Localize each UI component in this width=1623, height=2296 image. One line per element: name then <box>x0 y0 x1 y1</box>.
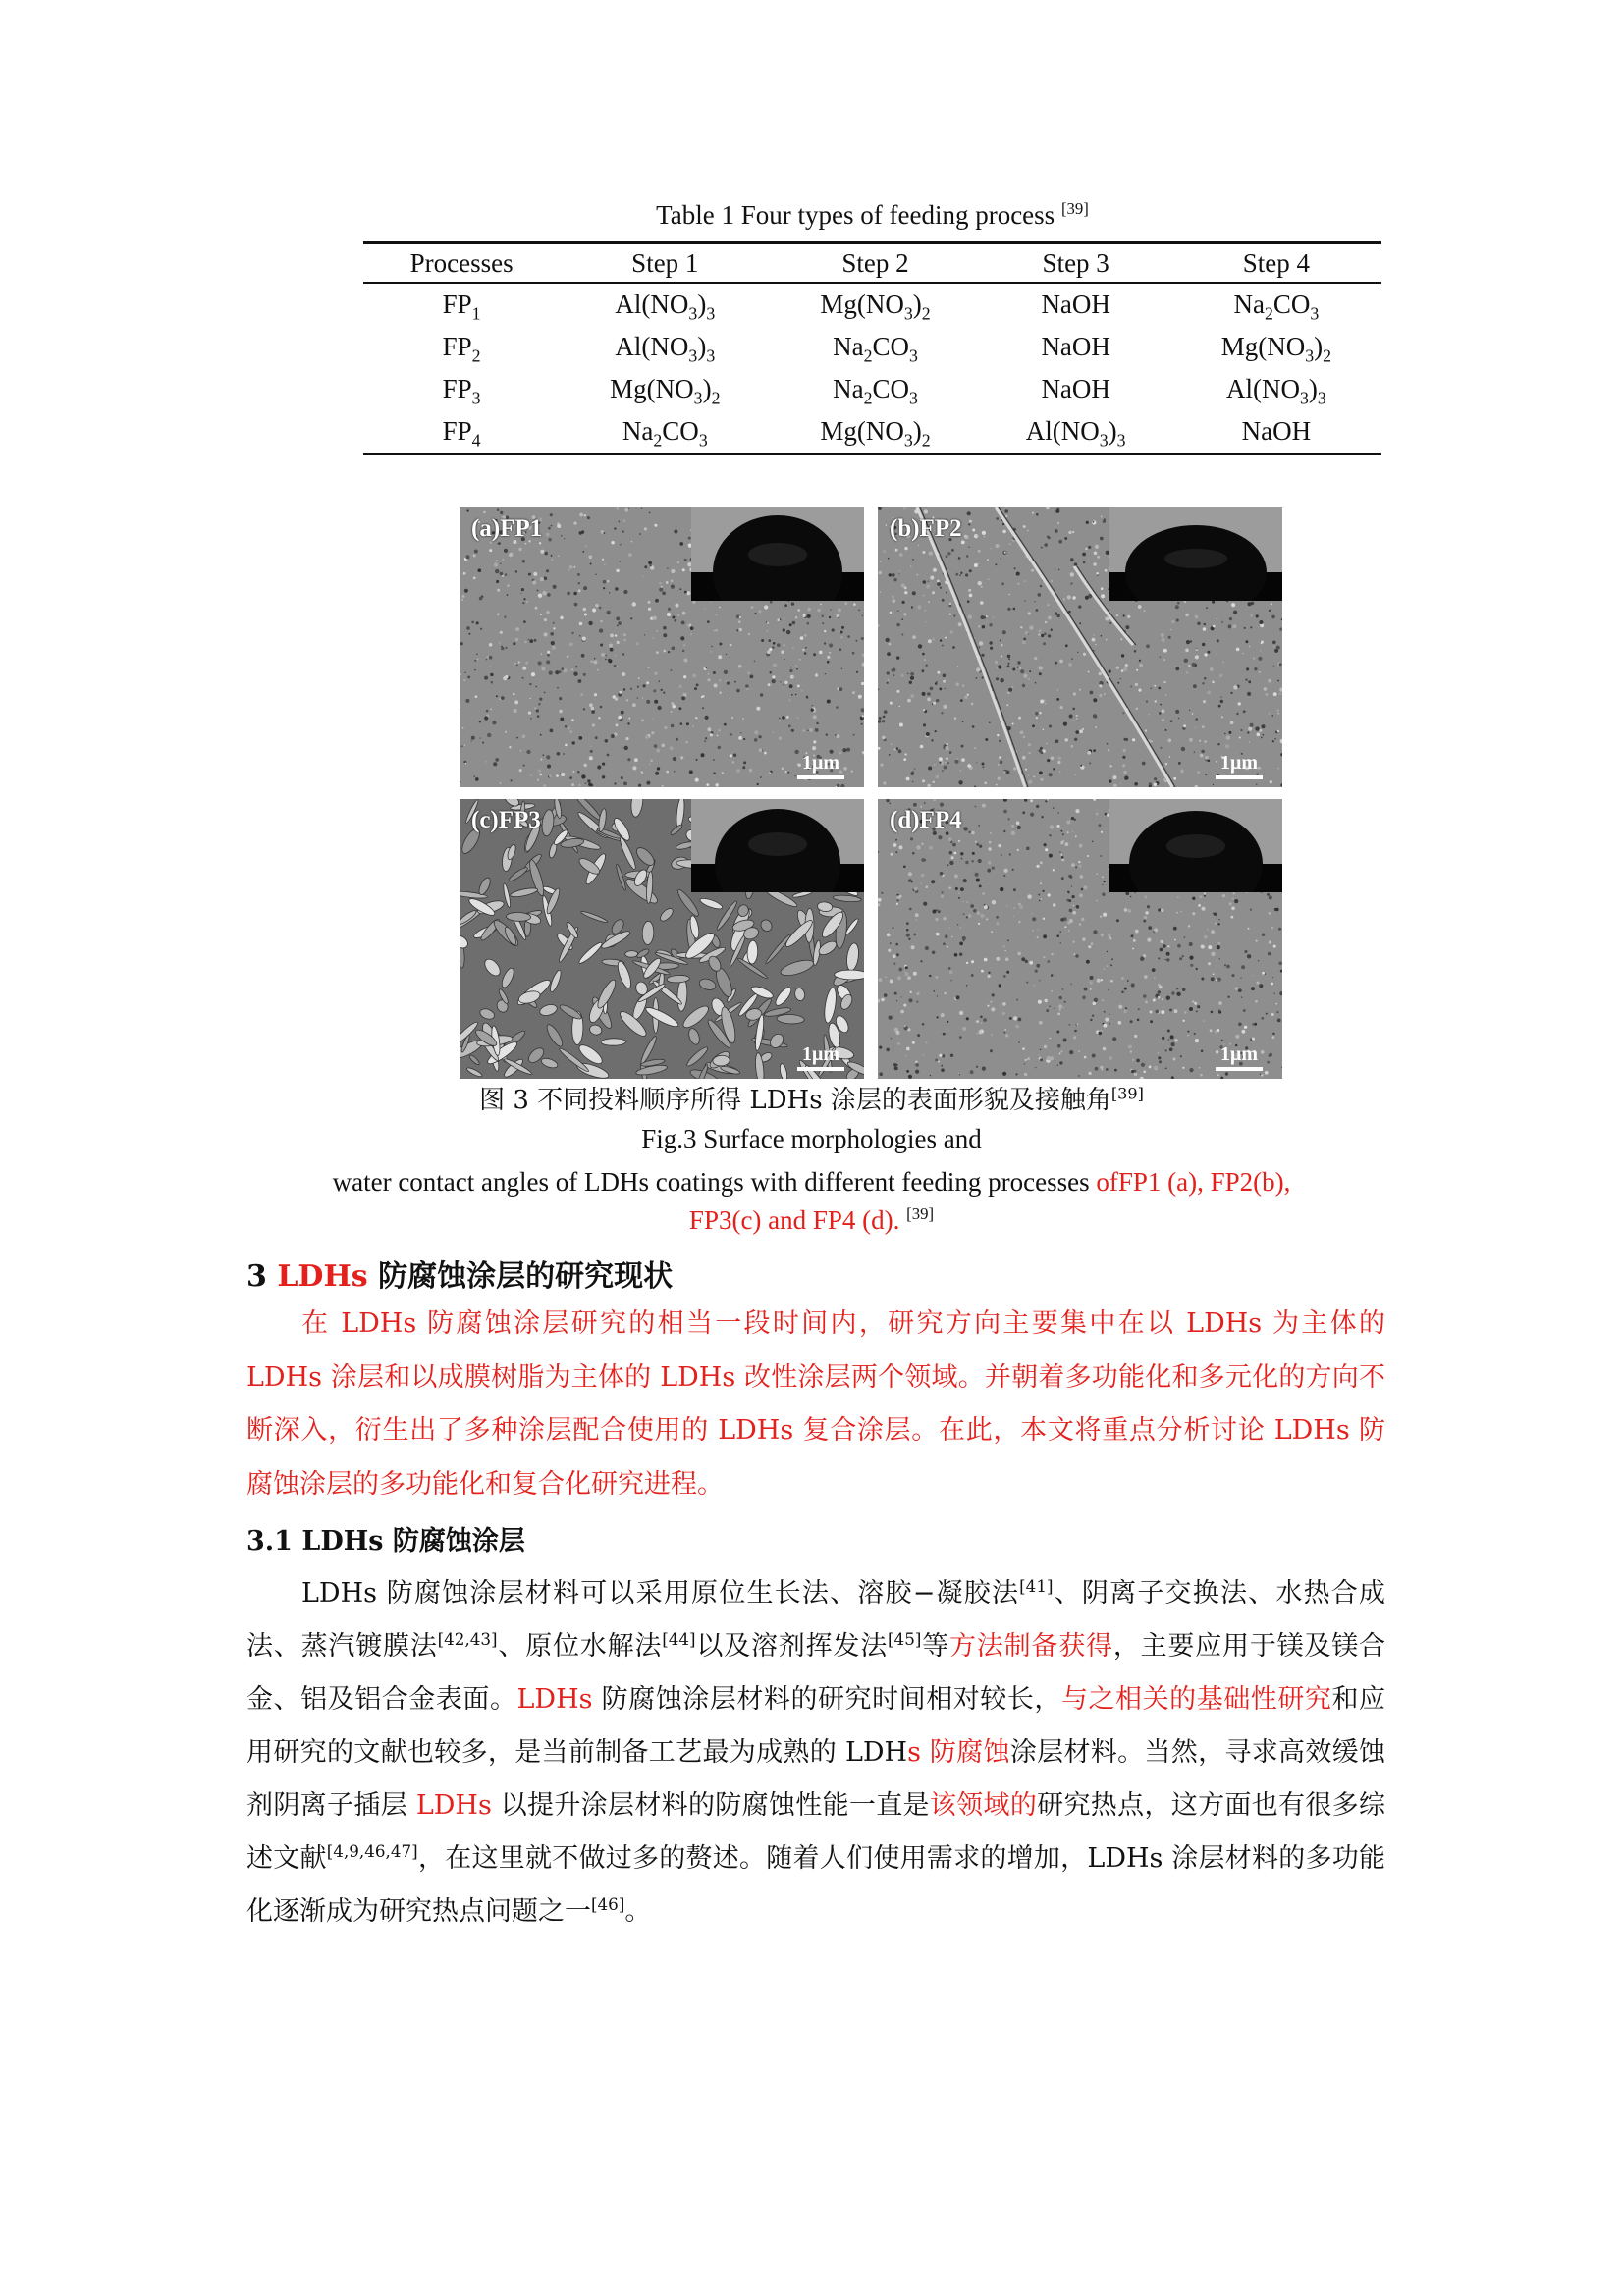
table-cell: NaOH <box>1041 374 1110 403</box>
table-caption <box>363 200 1381 231</box>
figure-caption-en-line2 <box>196 1167 1427 1198</box>
para2-ref6: [46] <box>591 1895 625 1914</box>
table-cell: NaOH <box>1241 416 1312 446</box>
figure-caption-cn-ref: [39] <box>1110 1084 1144 1103</box>
table-cell: NaOH <box>1041 290 1110 319</box>
contact-angle-inset-b <box>1109 507 1282 601</box>
figure-caption-en-line2-black: water contact angles of LDHs coatings with different feeding processes <box>332 1167 1097 1197</box>
table-cell: $Mg(NO_3)_2$ <box>820 290 931 324</box>
sem-panel-d <box>878 799 1282 1079</box>
panel-label-c: (c)FP3 <box>471 807 541 833</box>
table-cell: $Al(NO_3)_3$ <box>615 332 716 366</box>
feeding-process-table <box>363 241 1381 455</box>
panel-label-d: (d)FP4 <box>890 807 962 833</box>
figure-caption-en-line3-red: FP3(c) and FP4 (d). <box>688 1205 900 1235</box>
para2-ref5: [4,9,46,47] <box>326 1842 418 1861</box>
table-cell: $Mg(NO_3)_2$ <box>1220 332 1332 366</box>
contact-angle-inset-d <box>1109 799 1282 892</box>
para2-s2: 、阴离子交换法、水热合成法、蒸汽镀膜法 <box>246 1578 1385 1662</box>
table-cell: $FP_3$ <box>442 374 481 408</box>
table-cell: $Al(NO_3)_3$ <box>615 290 716 324</box>
para2-s11: 和应用研究的文献也较多，是当前制备工艺最为成熟的 LDH <box>246 1684 1386 1768</box>
table-cell: $FP_2$ <box>442 332 481 366</box>
table-cell: $Na_2CO_3$ <box>1233 290 1320 324</box>
figure-caption-en-line3 <box>196 1205 1427 1236</box>
header-step-2: Step 2 <box>770 243 980 284</box>
para2-s15: 以提升涂层材料的防腐蚀性能一直是 <box>491 1790 930 1821</box>
para2-s1: LDHs 防腐蚀涂层材料可以采用原位生长法、溶胶−凝胶法 <box>301 1578 1020 1609</box>
section-3-number: 3 <box>246 1259 278 1294</box>
figure-caption-cn <box>196 1080 1427 1116</box>
para1-part2: 研究的相当一段时间内，研究方向主要集中在以 LDHs 为主体的 LDHs 涂层和以成膜树脂为主体的 LDHs 改性涂层两个领域。并朝着多功能化和多元化的方向不断深入，衍生出了多种涂层配合使用的 LDHs 复合涂层。在此，本文将重点分析讨论 LDHs 防腐蚀涂层的多功能化和复合化研究进程。 <box>246 1308 1385 1500</box>
sem-panel-b <box>878 507 1282 787</box>
table-cell: $Al(NO_3)_3$ <box>1025 416 1126 451</box>
paragraph-2 <box>246 1568 1385 1939</box>
para2-s3: 、原位水解法 <box>497 1631 663 1662</box>
scale-bar-a <box>797 752 844 779</box>
sem-panel-c <box>460 799 864 1079</box>
para2-s18: ，在这里就不做过多的赘述。随着人们使用需求的增加，LDHs 涂层材料的多功能化逐渐成为研究热点问题之一 <box>246 1843 1386 1927</box>
para2-s10: 与之相关的基础性研究 <box>1060 1684 1332 1715</box>
contact-angle-inset-a <box>691 507 864 601</box>
section-3-title-red: LDHs <box>277 1259 368 1294</box>
table-row <box>363 326 1381 368</box>
table-row <box>363 410 1381 454</box>
para2-s16: 该领域的 <box>929 1790 1038 1821</box>
table-cell: $Na_2CO_3$ <box>833 374 918 408</box>
para2-ref3: [44] <box>662 1629 696 1649</box>
header-step-1: Step 1 <box>560 243 770 284</box>
scale-text-a: 1μm <box>802 752 839 774</box>
scale-text-b: 1μm <box>1220 752 1258 774</box>
table-cell: $Na_2CO_3$ <box>833 332 918 366</box>
table-cell: $FP_4$ <box>442 416 481 451</box>
scale-text-d: 1μm <box>1220 1043 1258 1065</box>
header-step-3: Step 3 <box>981 243 1171 284</box>
table-cell: $Al(NO_3)_3$ <box>1225 374 1326 408</box>
table-cell: NaOH <box>1041 332 1110 361</box>
scale-bar-d <box>1216 1043 1263 1071</box>
header-processes: Processes <box>363 243 560 284</box>
table-caption-ref: [39] <box>1060 199 1089 218</box>
figure-caption-cn-text: 图 3 不同投料顺序所得 LDHs 涂层的表面形貌及接触角 <box>479 1086 1111 1115</box>
table-row <box>363 283 1381 326</box>
table-cell: $Mg(NO_3)_2$ <box>820 416 931 451</box>
table-cell: $FP_1$ <box>442 290 481 324</box>
para2-s12: s 防腐蚀 <box>907 1737 1010 1768</box>
sem-panel-a <box>460 507 864 787</box>
sem-figure <box>460 507 1282 1079</box>
table-caption-text: Table 1 Four types of feeding process <box>656 200 1055 230</box>
para2-s7: ，主要应用于镁及镁合金、铝及铝合金表面。 <box>246 1631 1386 1715</box>
table-cell: $Na_2CO_3$ <box>622 416 708 451</box>
section-3-title-rest: 防腐蚀涂层的研究现状 <box>367 1259 674 1294</box>
scale-bar-c <box>797 1043 844 1071</box>
para2-ref4: [45] <box>888 1629 922 1649</box>
para2-s5: 等 <box>921 1631 949 1662</box>
scale-text-c: 1μm <box>802 1043 839 1065</box>
para2-s4: 以及溶剂挥发法 <box>695 1631 889 1662</box>
panel-label-b: (b)FP2 <box>890 515 962 542</box>
para2-ref2: [42,43] <box>437 1629 498 1649</box>
figure-caption-en-ref: [39] <box>906 1204 935 1223</box>
table-header-row <box>363 243 1381 284</box>
paragraph-1 <box>246 1298 1385 1512</box>
scale-bar-b <box>1216 752 1263 779</box>
para2-s6: 方法制备获得 <box>948 1631 1113 1662</box>
para2-s8: LDHs <box>516 1684 593 1715</box>
para2-s14: LDHs <box>415 1790 492 1821</box>
table-row <box>363 368 1381 410</box>
section-3-heading <box>246 1252 673 1295</box>
panel-label-a: (a)FP1 <box>471 515 543 542</box>
para2-ref1: [41] <box>1019 1576 1054 1596</box>
para2-s9: 防腐蚀涂层材料的研究时间相对较长， <box>592 1684 1061 1715</box>
figure-caption-en-line2-red: ofFP1 (a), FP2(b), <box>1096 1167 1291 1197</box>
table-cell: $Mg(NO_3)_2$ <box>610 374 721 408</box>
para1-part1: 在 LDHs 防腐蚀涂层 <box>301 1308 571 1339</box>
figure-caption-en-line1: Fig.3 Surface morphologies and <box>641 1124 982 1153</box>
contact-angle-inset-c <box>691 799 864 892</box>
header-step-4: Step 4 <box>1171 243 1381 284</box>
para2-s17: 研究热点，这方面也有很多综述文献 <box>246 1790 1386 1874</box>
para2-s19: 。 <box>624 1896 652 1927</box>
para2-s13: 涂层材料。当然，寻求高效缓蚀剂阴离子插层 <box>246 1737 1385 1821</box>
section-3-1-heading: 3.1 LDHs 防腐蚀涂层 <box>246 1526 525 1557</box>
